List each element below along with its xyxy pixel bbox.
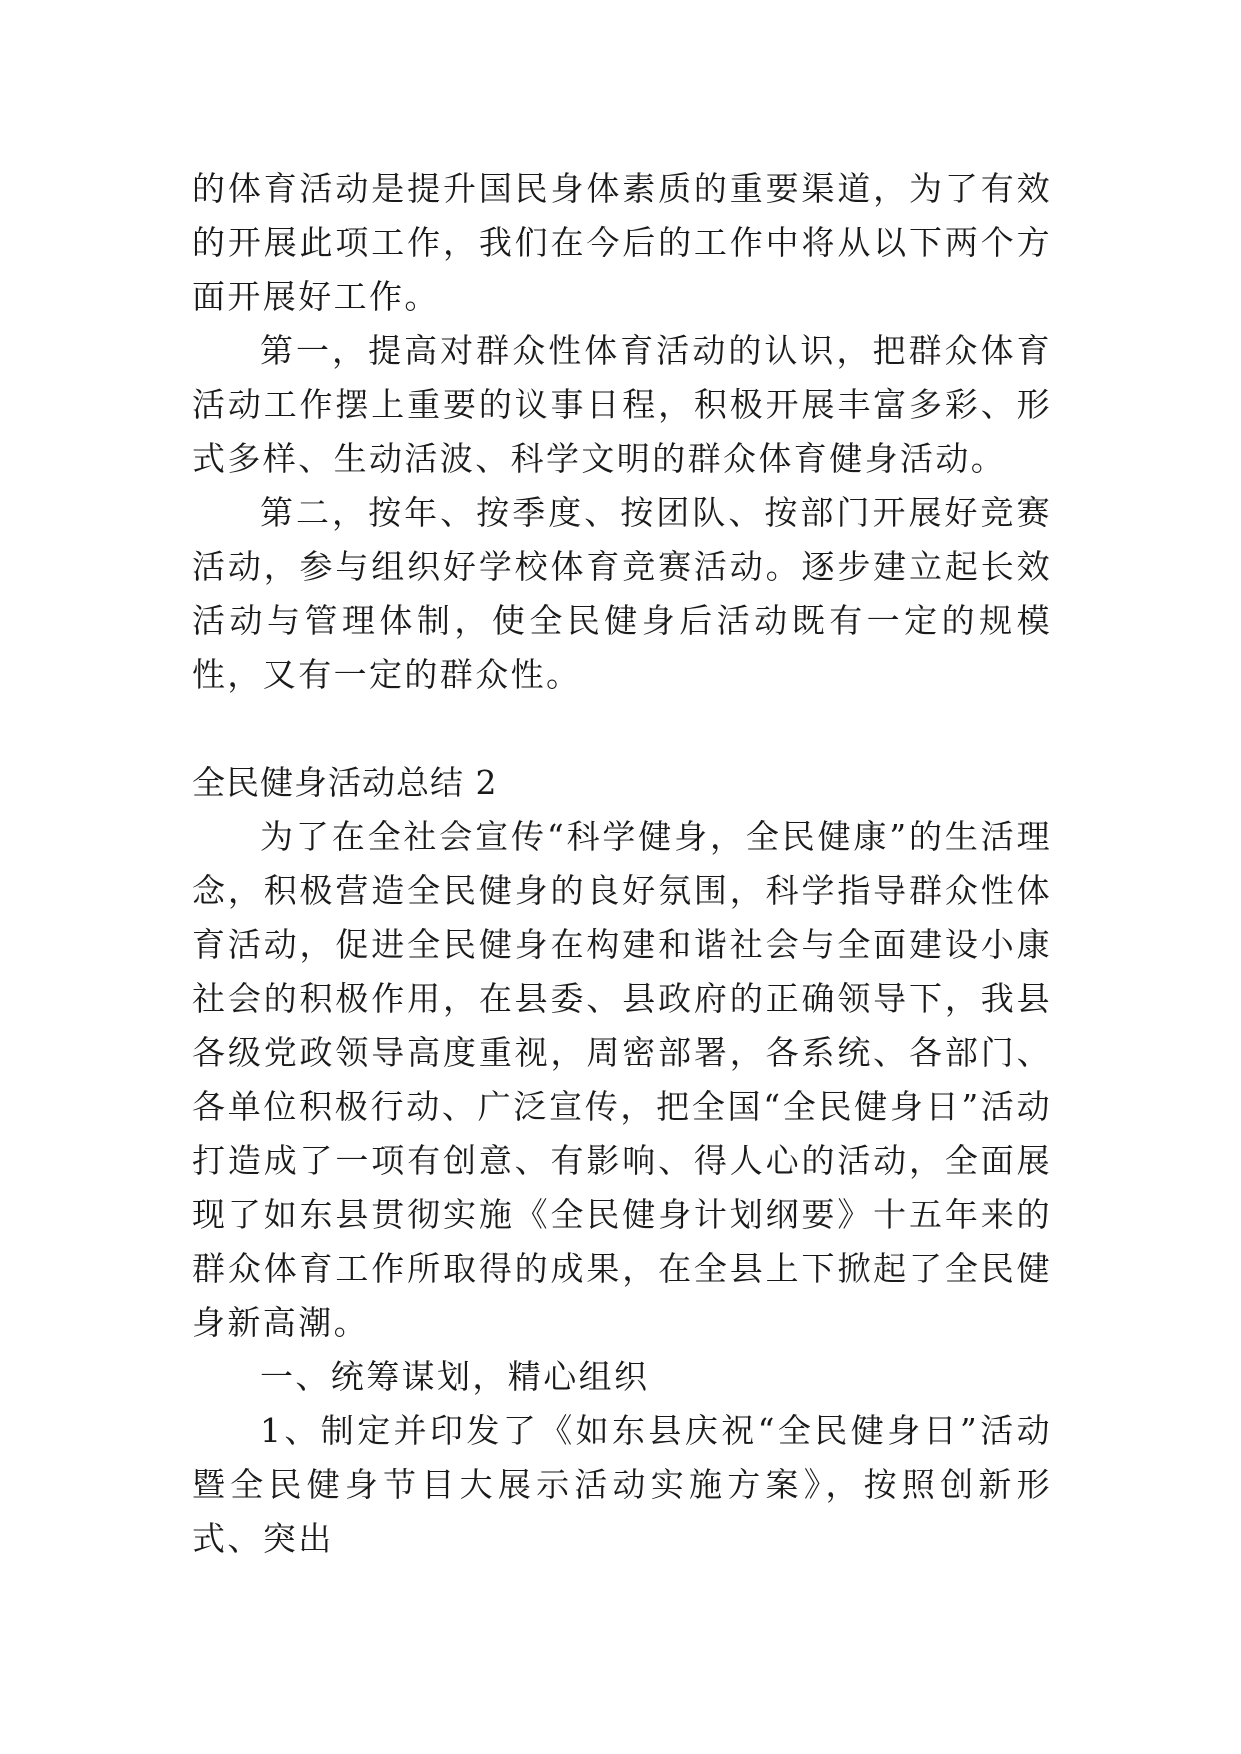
paragraph-point-two: 第二，按年、按季度、按团队、按部门开展好竞赛活动，参与组织好学校体育竞赛活动。逐步建立起长效活动与管理体制，使全民健身后活动既有一定的规模性，又有一定的群众性。	[192, 493, 1052, 694]
section-heading: 全民健身活动总结 2	[192, 763, 498, 802]
paragraph-intro-continuation: 的体育活动是提升国民身体素质的重要渠道，为了有效的开展此项工作，我们在今后的工作中将从以下两个方面开展好工作。	[192, 169, 1052, 316]
paragraph-item-one: 1、制定并印发了《如东县庆祝“全民健身日”活动暨全民健身节目大展示活动实施方案》，按照创新形式、突出	[192, 1411, 1052, 1558]
paragraph-subheading-one: 一、统筹谋划，精心组织	[260, 1357, 650, 1396]
document-body	[192, 162, 1052, 1566]
paragraph-summary-intro: 为了在全社会宣传“科学健身，全民健康”的生活理念，积极营造全民健身的良好氛围，科学指导群众性体育活动，促进全民健身在构建和谐社会与全面建设小康社会的积极作用，在县委、县政府的正确领导下，我县各级党政领导高度重视，周密部署，各系统、各部门、各单位积极行动、广泛宣传，把全国“全民健身日”活动打造成了一项有创意、有影响、得人心的活动，全面展现了如东县贯彻实施《全民健身计划纲要》十五年来的群众体育工作所取得的成果，在全县上下掀起了全民健身新高潮。	[192, 817, 1052, 1342]
paragraph-point-one: 第一，提高对群众性体育活动的认识，把群众体育活动工作摆上重要的议事日程，积极开展丰富多彩、形式多样、生动活波、科学文明的群众体育健身活动。	[192, 331, 1052, 478]
